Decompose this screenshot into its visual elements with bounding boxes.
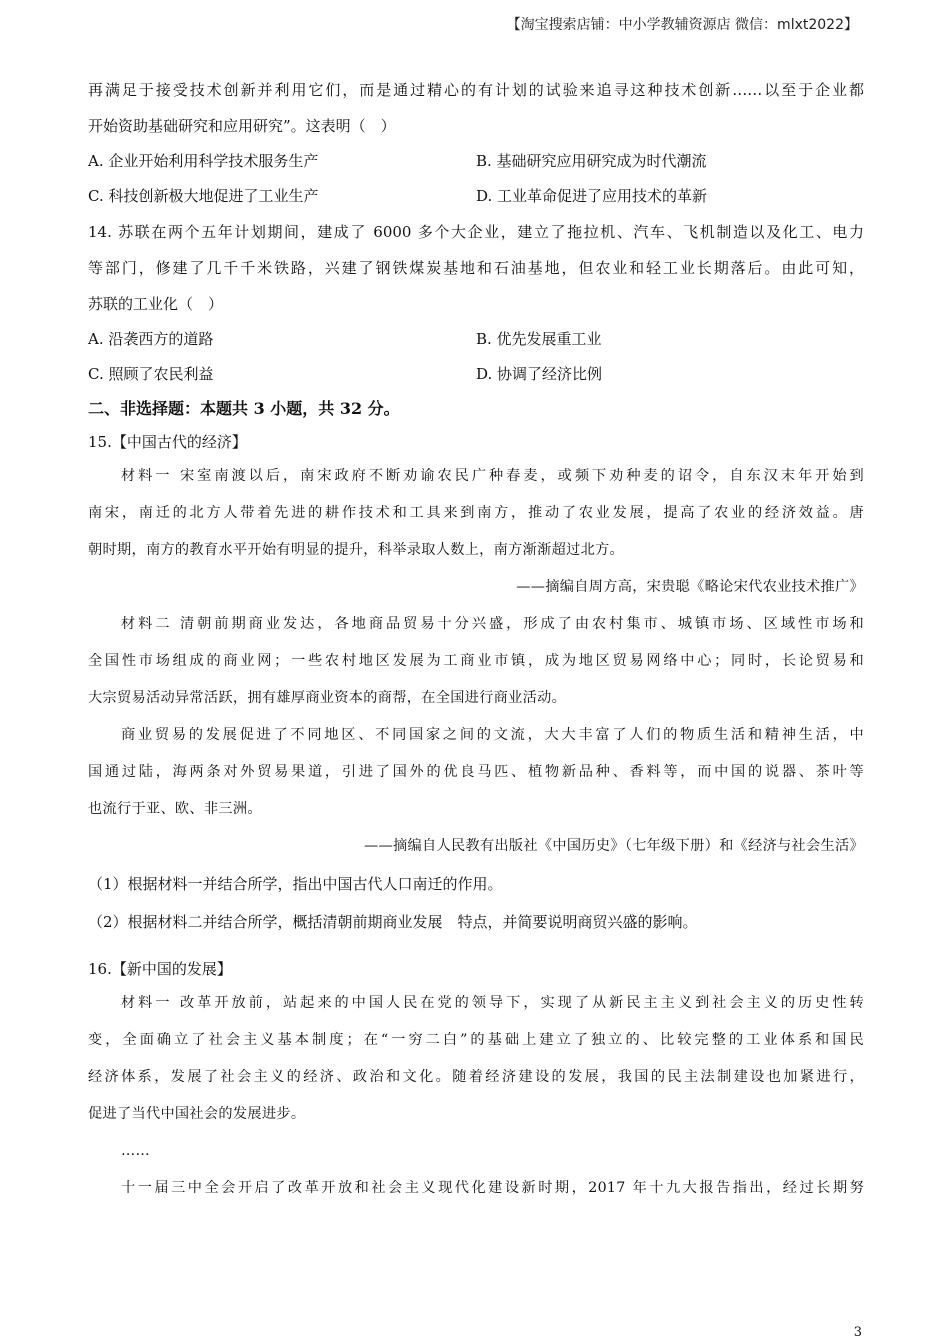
- q14-options-row-2: [88, 357, 864, 392]
- q16-m2-line-1: 十一届三中全会开启了改革开放和社会主义现代化建设新时期，2017 年十九大报告指出，经过长期努: [121, 1180, 864, 1196]
- q13-line-1: 再满足于接受技术创新并利用它们，而是通过精心的有计划的试验来追寻这种技术创新……以至于企业都: [88, 81, 864, 99]
- q16-title: 16.【新中国的发展】: [88, 960, 232, 978]
- q16-m1-line-1: 材料一 改革开放前，站起来的中国人民在党的领导下，实现了从新民主主义到社会主义的历史性转: [121, 995, 864, 1011]
- q15-m2b-line-3: 也流行于亚、欧、非三洲。: [88, 801, 262, 817]
- q15-m2b-line-2: 国通过陆，海两条对外贸易果道，引进了国外的优良马匹、植物新品种、香料等，而中国的说器、茶叶等: [88, 764, 864, 780]
- q14-line-2: 等部门，修建了几千千米铁路，兴建了钢铁煤炭基地和石油基地，但农业和轻工业长期落后。由此可知，: [88, 259, 864, 277]
- q15-m2-line-3: 大宗贸易活动异常活跃，拥有雄厚商业资本的商帮，在全国进行商业活动。: [88, 690, 567, 706]
- q16-m1-line-3: 经济体系，发展了社会主义的经济、政治和文化。随着经济建设的发展，我国的民主法制建设也加紧进行，: [88, 1069, 864, 1085]
- q15-m1-line-1: 材料一 宋室南渡以后，南宋政府不断劝谕农民广种春麦，或频下劝种麦的诏令，自东汉末年开始到: [121, 468, 864, 484]
- header-note: 【淘宝搜索店铺：中小学教辅资源店 微信：mlxt2022】: [506, 17, 858, 33]
- page-number: 3: [853, 1325, 862, 1340]
- q16-m1-line-4: 促进了当代中国社会的发展进步。: [88, 1106, 306, 1122]
- q14-option-b: B. 优先发展重工业: [476, 330, 602, 348]
- q13-option-d: D. 工业革命促进了应用技术的革新: [476, 187, 708, 205]
- section-2-title: 二、非选择题：本题共 3 小题，共 32 分。: [88, 399, 400, 418]
- q15-sub-question-1: （1）根据材料一并结合所学，指出中国古代人口南迁的作用。: [88, 875, 503, 893]
- q14-line-1: 14. 苏联在两个五年计划期间，建成了 6000 多个大企业，建立了拖拉机、汽车、飞机制造以及化工、电力: [88, 223, 864, 241]
- q15-m1-line-2: 南宋，南迁的北方人带着先进的耕作技术和工具来到南方，推动了农业发展，提高了农业的经济效益。唐: [88, 505, 864, 521]
- q15-m2-source: ——摘编自人民教有出版社《中国历史》（七年级下册）和《经济与社会生活》: [364, 838, 864, 854]
- q14-option-a: A. 沿袭西方的道路: [88, 330, 214, 348]
- q13-options-row-1: [88, 144, 864, 179]
- q13-option-b: B. 基础研究应用研究成为时代潮流: [476, 152, 707, 170]
- q15-m2-line-2: 全国性市场组成的商业网；一些农村地区发展为工商业市镇，成为地区贸易网络中心；同时，长论贸易和: [88, 653, 864, 669]
- q13-option-a: A. 企业开始利用科学技术服务生产: [88, 152, 319, 170]
- q15-title: 15.【中国古代的经济】: [88, 433, 247, 451]
- q13-line-2: 开始资助基础研究和应用研究”。这表明（ ）: [88, 117, 396, 135]
- q16-m1-line-2: 变，全面确立了社会主义基本制度；在“一穷二白”的基础上建立了独立的、比较完整的工业体系和国民: [88, 1032, 864, 1048]
- q13-option-c: C. 科技创新极大地促进了工业生产: [88, 187, 319, 205]
- q15-m1-line-3: 朝时期，南方的教育水平开始有明显的提升，科举录取人数上，南方渐渐超过北方。: [88, 542, 625, 558]
- q14-option-c: C. 照顾了农民利益: [88, 365, 214, 383]
- q15-m2-line-1: 材料二 清朝前期商业发达，各地商品贸易十分兴盛，形成了由农村集市、城镇市场、区域性市场和: [121, 616, 864, 632]
- q16-ellipsis: ……: [121, 1143, 150, 1159]
- q15-m1-source: ——摘编自周方高，宋贵聪《略论宋代农业技术推广》: [516, 579, 864, 595]
- q15-sub-question-2: （2）根据材料二并结合所学，概括清朝前期商业发展 特点，并简要说明商贸兴盛的影响。: [88, 913, 698, 931]
- q15-m2b-line-1: 商业贸易的发展促进了不同地区、不同国家之间的文流，大大丰富了人们的物质生活和精神生活，中: [121, 727, 864, 743]
- q14-option-d: D. 协调了经济比例: [476, 365, 603, 383]
- page-content: [88, 72, 864, 1207]
- q13-options-row-2: [88, 179, 864, 214]
- q14-options-row-1: [88, 322, 864, 357]
- q14-line-3: 苏联的工业化（ ）: [88, 295, 224, 313]
